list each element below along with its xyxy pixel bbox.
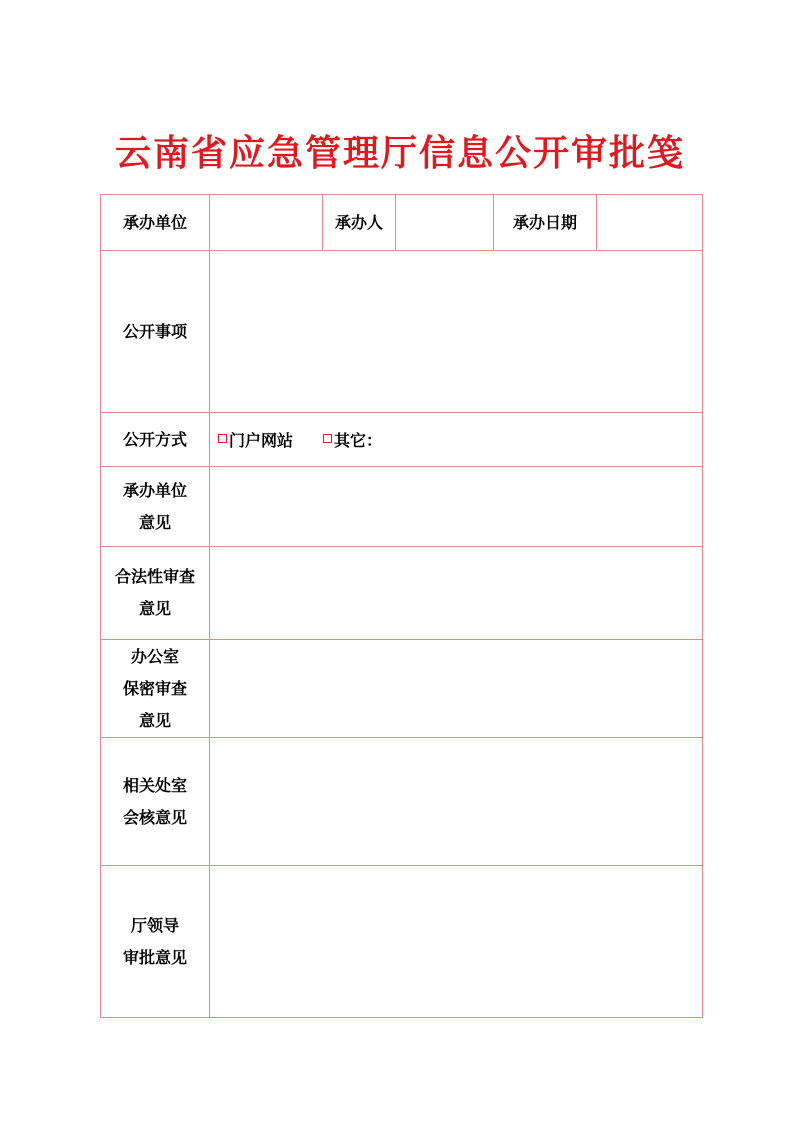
portal-option[interactable] <box>218 428 293 451</box>
page-title: 云南省应急管理厅信息公开审批笺 <box>114 132 685 174</box>
checkbox-icon[interactable] <box>218 434 227 443</box>
date-field[interactable] <box>597 195 703 251</box>
header-row <box>101 195 703 251</box>
method-row <box>101 413 703 467</box>
unit-opinion-label-line: 承办单位 <box>122 480 187 500</box>
person-label: 承办人 <box>323 195 396 251</box>
approval-form-table <box>100 194 703 1018</box>
office-review-label-line: 保密审查 <box>122 678 187 698</box>
unit-opinion-row <box>101 467 703 547</box>
checkbox-icon[interactable] <box>323 434 332 443</box>
matter-label: 公开事项 <box>101 251 210 413</box>
unit-opinion-label-line: 意见 <box>138 512 171 532</box>
legal-review-label-line: 意见 <box>138 599 171 618</box>
method-label: 公开方式 <box>101 413 210 467</box>
dept-review-label-line: 相关处室 <box>122 775 187 795</box>
portal-option-label: 门户网站 <box>229 431 294 450</box>
other-option-label: 其它： <box>334 431 383 450</box>
office-review-row <box>101 640 703 738</box>
dept-review-field[interactable] <box>210 738 703 866</box>
date-label: 承办日期 <box>494 195 597 251</box>
legal-review-label-line: 合法性审查 <box>114 567 195 586</box>
leader-approval-label-line: 厅领导 <box>130 915 179 935</box>
person-field[interactable] <box>396 195 494 251</box>
office-review-label <box>101 640 210 738</box>
unit-opinion-field[interactable] <box>210 467 703 547</box>
office-review-label-line: 意见 <box>138 710 171 730</box>
dept-review-label <box>101 738 210 866</box>
unit-opinion-label <box>101 467 210 547</box>
unit-label: 承办单位 <box>101 195 210 251</box>
dept-review-label-line: 会核意见 <box>122 807 187 827</box>
leader-approval-label-line: 审批意见 <box>122 947 187 967</box>
legal-review-field[interactable] <box>210 547 703 640</box>
matter-row <box>101 251 703 413</box>
legal-review-row <box>101 547 703 640</box>
leader-approval-row <box>101 866 703 1018</box>
unit-field[interactable] <box>210 195 323 251</box>
legal-review-label <box>101 547 210 640</box>
office-review-label-line: 办公室 <box>130 646 179 666</box>
other-option[interactable] <box>323 428 382 451</box>
leader-approval-field[interactable] <box>210 866 703 1018</box>
office-review-field[interactable] <box>210 640 703 738</box>
method-field <box>210 413 703 467</box>
matter-field[interactable] <box>210 251 703 413</box>
dept-review-row <box>101 738 703 866</box>
leader-approval-label <box>101 866 210 1018</box>
